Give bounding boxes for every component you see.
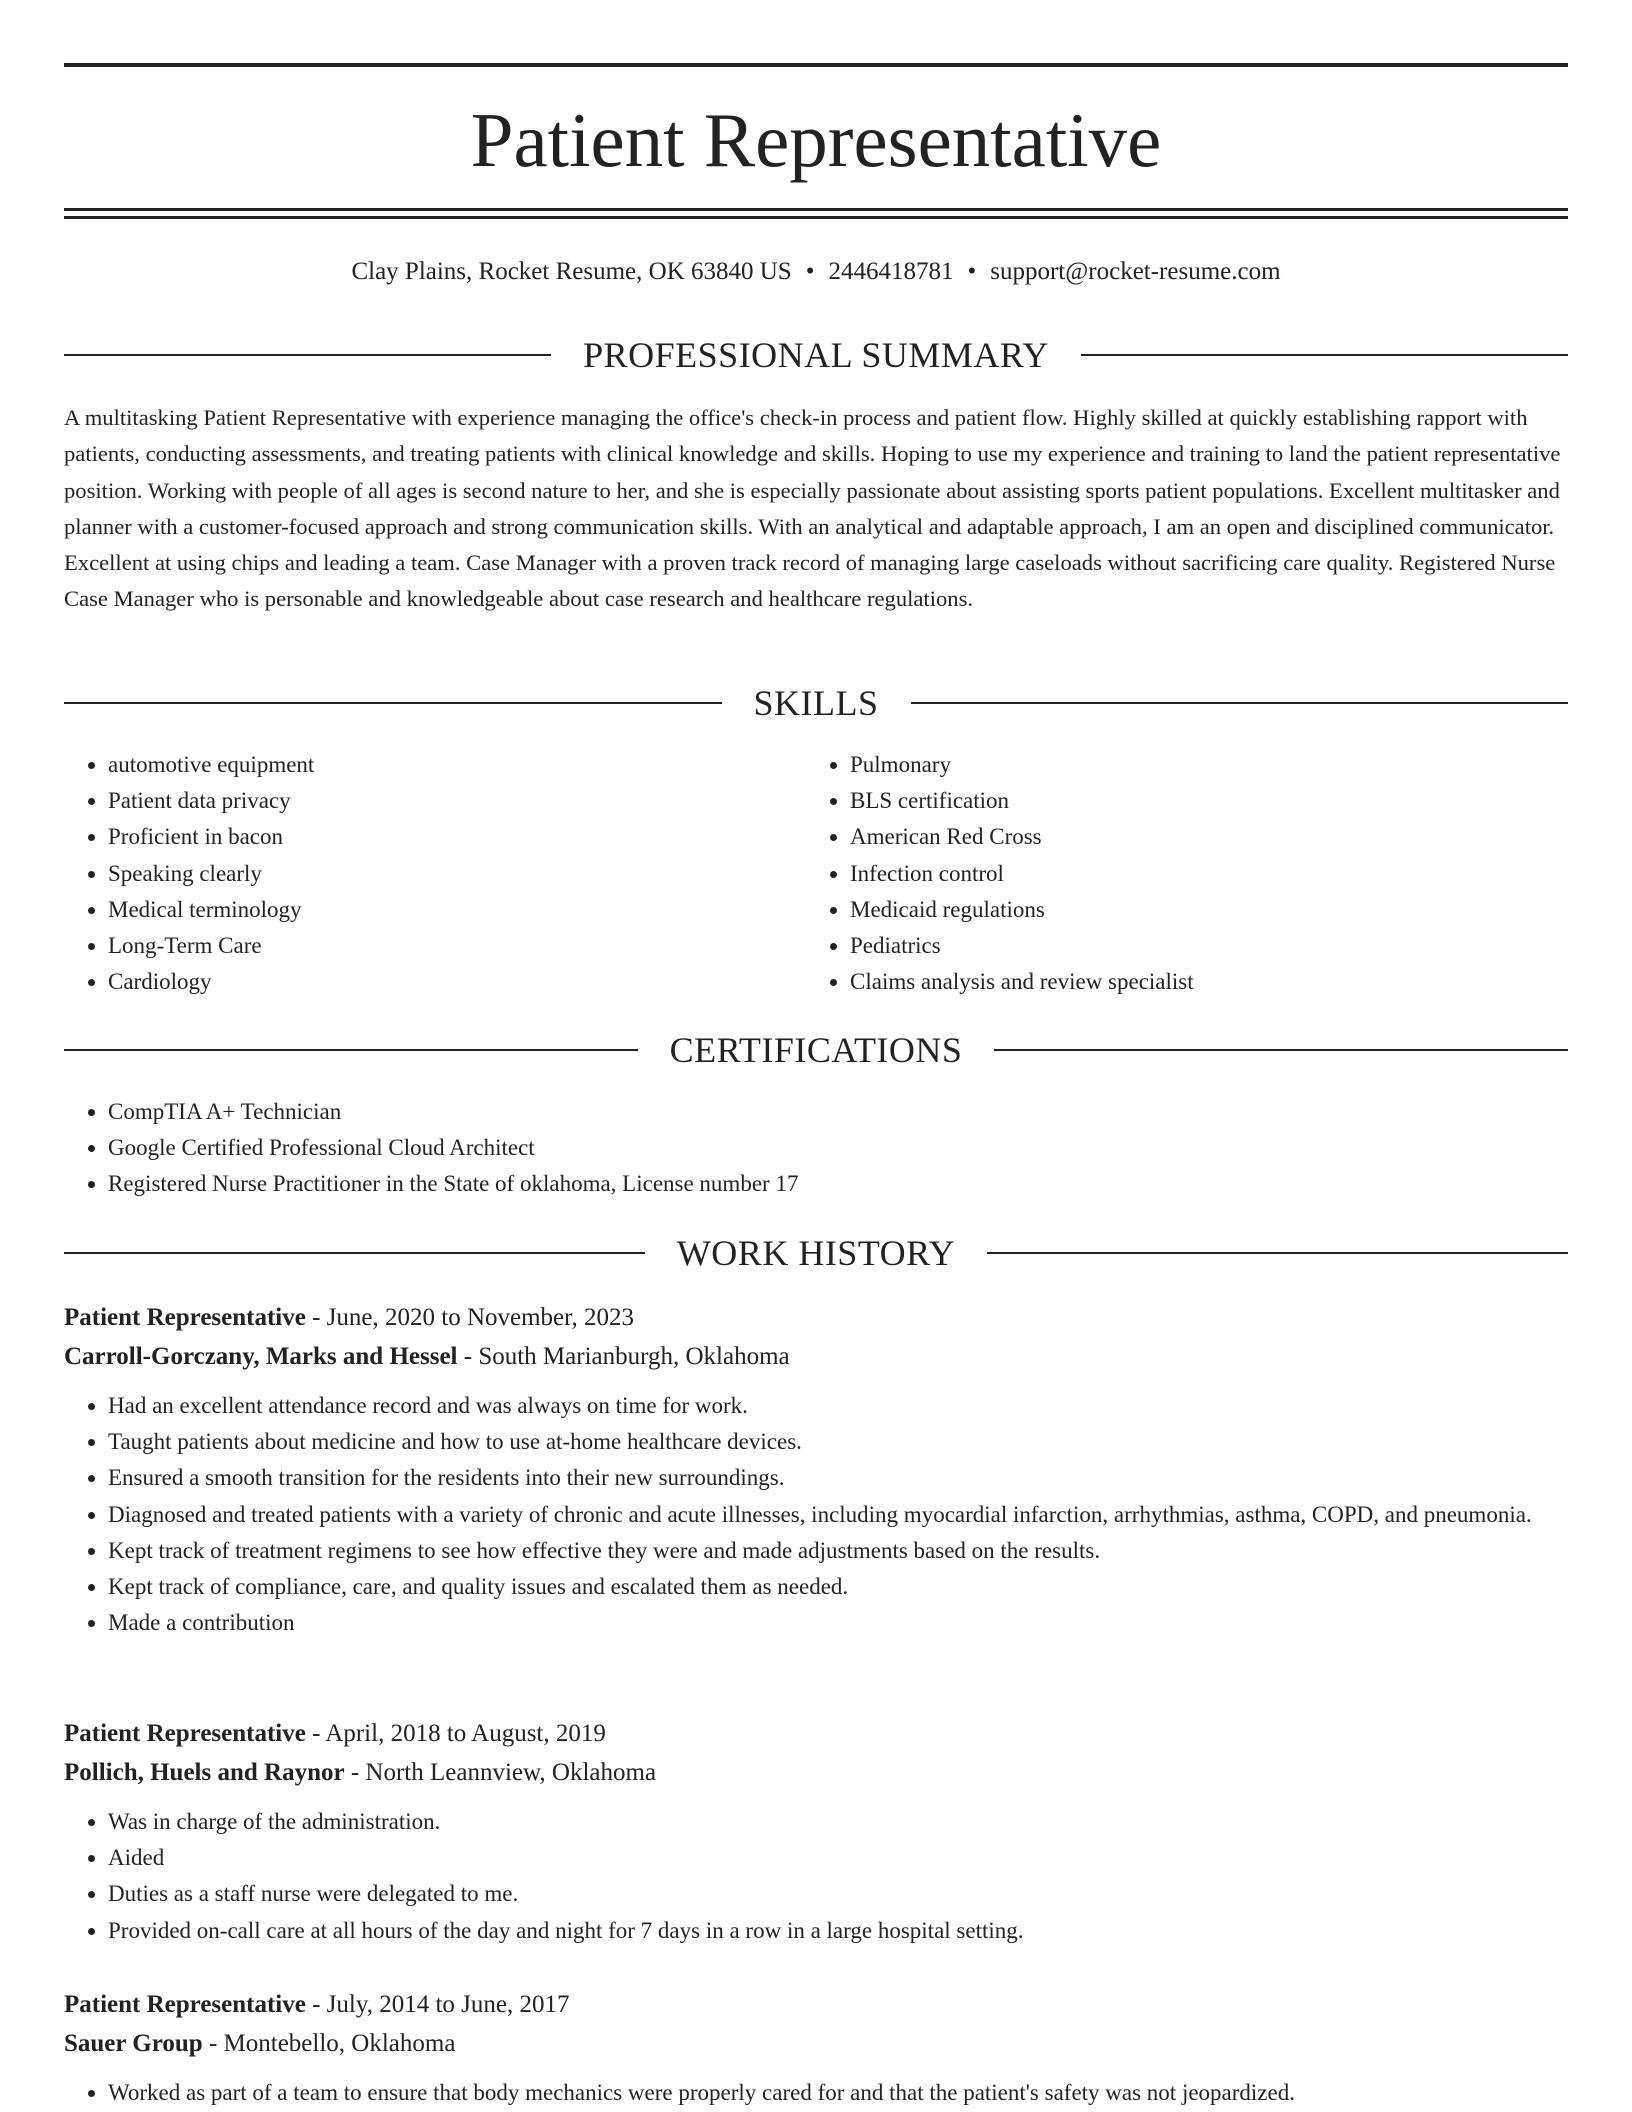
summary-text: A multitasking Patient Representative with experience managing the office's check-in process and patient flow. Highly skilled at quickly establishing rapport with patients, conducting assessments, and treating patients with clinical knowledge and skills. Hoping to use my experience and training to land the patient representative position. Working with people of all ages is second nature to her, and she is especially passionate about assisting sports patient populations. Excellent multitasker and planner with a customer-focused approach and strong communication skills. With an analytical and adaptable approach, I am an open and disciplined communicator. Excellent at using chips and leading a team. Case Manager with a proven track record of managing large caseloads without sacrificing care quality. Registered Nurse Case Manager who is personable and knowledgeable about case research and healthcare regulations. bbox=[64, 405, 1561, 612]
section-heading-summary bbox=[64, 333, 1568, 377]
job-duty: • Aided bbox=[108, 1840, 1568, 1876]
job-duty: • Made a contribution bbox=[108, 1605, 1568, 1641]
contact-line bbox=[64, 254, 1568, 290]
job-duty: • Diagnosed and treated patients with a variety of chronic and acute illnesses, including myocardial infarction, arrhythmias, asthma, COPD, and pneumonia. bbox=[108, 1497, 1568, 1533]
job-title-line: Patient Representative - July, 2014 to June, 2017 bbox=[64, 1991, 570, 2018]
skill-item: • Patient data privacy bbox=[108, 783, 764, 819]
job-duty: • Kept track of compliance, care, and quality issues and escalated them as needed. bbox=[108, 1569, 1568, 1605]
job-entry bbox=[64, 1298, 1568, 1641]
job-title-line: Patient Representative - April, 2018 to August, 2019 bbox=[64, 1720, 606, 1747]
heading-rule bbox=[64, 354, 551, 356]
title-underline-2 bbox=[64, 216, 1568, 219]
contact-separator: • bbox=[967, 258, 977, 285]
job-company-line: Carroll-Gorczany, Marks and Hessel - South Marianburgh, Oklahoma bbox=[64, 1343, 790, 1370]
section-heading-skills bbox=[64, 681, 1568, 725]
job-title: Patient Representative bbox=[64, 1991, 306, 2018]
job-entry bbox=[64, 1714, 1568, 1949]
job-duty: • Worked as part of a team to ensure that body mechanics were properly cared for and that the patient's safety was not jeopardized. bbox=[108, 2075, 1568, 2111]
section-heading-work bbox=[64, 1231, 1568, 1275]
job-duty: • Was in charge of the administration. bbox=[108, 1804, 1568, 1840]
heading-rule bbox=[64, 1049, 638, 1051]
skill-item: • Medical terminology bbox=[108, 892, 764, 928]
certification-item: • CompTIA A+ Technician bbox=[108, 1094, 1568, 1130]
job-duties bbox=[64, 2075, 1568, 2111]
skill-item: • Claims analysis and review specialist bbox=[850, 964, 1506, 1000]
job-duty: • Had an excellent attendance record and was always on time for work. bbox=[108, 1388, 1568, 1424]
skill-item: • Pediatrics bbox=[850, 928, 1506, 964]
section-title-skills: SKILLS bbox=[753, 683, 879, 723]
skills-right-items bbox=[806, 747, 1506, 1000]
job-duties bbox=[64, 1388, 1568, 1641]
job-company-line: Sauer Group - Montebello, Oklahoma bbox=[64, 2030, 456, 2057]
contact-phone[interactable]: 2446418781 bbox=[828, 258, 954, 285]
title-underline-1 bbox=[64, 208, 1568, 211]
job-duty: • Duties as a staff nurse were delegated to me. bbox=[108, 1876, 1568, 1912]
job-duties bbox=[64, 1804, 1568, 1949]
section-title-summary: PROFESSIONAL SUMMARY bbox=[583, 335, 1049, 375]
job-dates: April, 2018 to August, 2019 bbox=[325, 1720, 606, 1747]
skill-item: • BLS certification bbox=[850, 783, 1506, 819]
certification-items bbox=[64, 1094, 1568, 1203]
skill-item: • Proficient in bacon bbox=[108, 819, 764, 855]
job-location: Montebello, Oklahoma bbox=[223, 2030, 456, 2057]
job-duty: • Taught patients about medicine and how to use at-home healthcare devices. bbox=[108, 1424, 1568, 1460]
skills-list-left bbox=[64, 747, 764, 1000]
section-title-certifications: CERTIFICATIONS bbox=[669, 1030, 963, 1070]
skill-item: • Pulmonary bbox=[850, 747, 1506, 783]
job-duty: • Provided on-call care at all hours of the day and night for 7 days in a row in a large hospital setting. bbox=[108, 1913, 1568, 1949]
job-entry bbox=[64, 1985, 1568, 2111]
job-duty: • Ensured a smooth transition for the residents into their new surroundings. bbox=[108, 1460, 1568, 1496]
certification-item: • Google Certified Professional Cloud Architect bbox=[108, 1130, 1568, 1166]
certifications-list bbox=[64, 1094, 1568, 1203]
top-rule bbox=[64, 63, 1568, 67]
job-title: Patient Representative bbox=[64, 1720, 306, 1747]
job-location: North Leannview, Oklahoma bbox=[365, 1759, 657, 1786]
skill-item: • American Red Cross bbox=[850, 819, 1506, 855]
contact-separator: • bbox=[805, 258, 815, 285]
skills-left-items bbox=[64, 747, 764, 1000]
job-company: Carroll-Gorczany, Marks and Hessel bbox=[64, 1343, 458, 1370]
job-title-line: Patient Representative - June, 2020 to November, 2023 bbox=[64, 1304, 634, 1331]
job-company-line: Pollich, Huels and Raynor - North Leannview, Oklahoma bbox=[64, 1759, 657, 1786]
contact-email[interactable]: support@rocket-resume.com bbox=[990, 258, 1281, 285]
job-dates: July, 2014 to June, 2017 bbox=[326, 1991, 570, 2018]
job-location: South Marianburgh, Oklahoma bbox=[478, 1343, 790, 1370]
job-duty: • Kept track of treatment regimens to see how effective they were and made adjustments based on the results. bbox=[108, 1533, 1568, 1569]
job-title: Patient Representative bbox=[64, 1304, 306, 1331]
skill-item: • automotive equipment bbox=[108, 747, 764, 783]
job-company: Sauer Group bbox=[64, 2030, 203, 2057]
section-title-work: WORK HISTORY bbox=[676, 1233, 956, 1273]
heading-rule bbox=[994, 1049, 1568, 1051]
heading-rule bbox=[911, 702, 1569, 704]
job-dates: June, 2020 to November, 2023 bbox=[326, 1304, 634, 1331]
job-company: Pollich, Huels and Raynor bbox=[64, 1759, 345, 1786]
skill-item: • Infection control bbox=[850, 856, 1506, 892]
skills-list-right bbox=[806, 747, 1506, 1000]
skill-item: • Speaking clearly bbox=[108, 856, 764, 892]
skill-item: • Medicaid regulations bbox=[850, 892, 1506, 928]
contact-address: Clay Plains, Rocket Resume, OK 63840 US bbox=[351, 258, 792, 285]
heading-rule bbox=[1081, 354, 1568, 356]
resume-title: Patient Representative bbox=[470, 97, 1162, 183]
heading-rule bbox=[987, 1252, 1568, 1254]
heading-rule bbox=[64, 702, 722, 704]
skill-item: • Long-Term Care bbox=[108, 928, 764, 964]
heading-rule bbox=[64, 1252, 645, 1254]
skill-item: • Cardiology bbox=[108, 964, 764, 1000]
certification-item: • Registered Nurse Practitioner in the State of oklahoma, License number 17 bbox=[108, 1166, 1568, 1202]
section-heading-certifications bbox=[64, 1028, 1568, 1072]
